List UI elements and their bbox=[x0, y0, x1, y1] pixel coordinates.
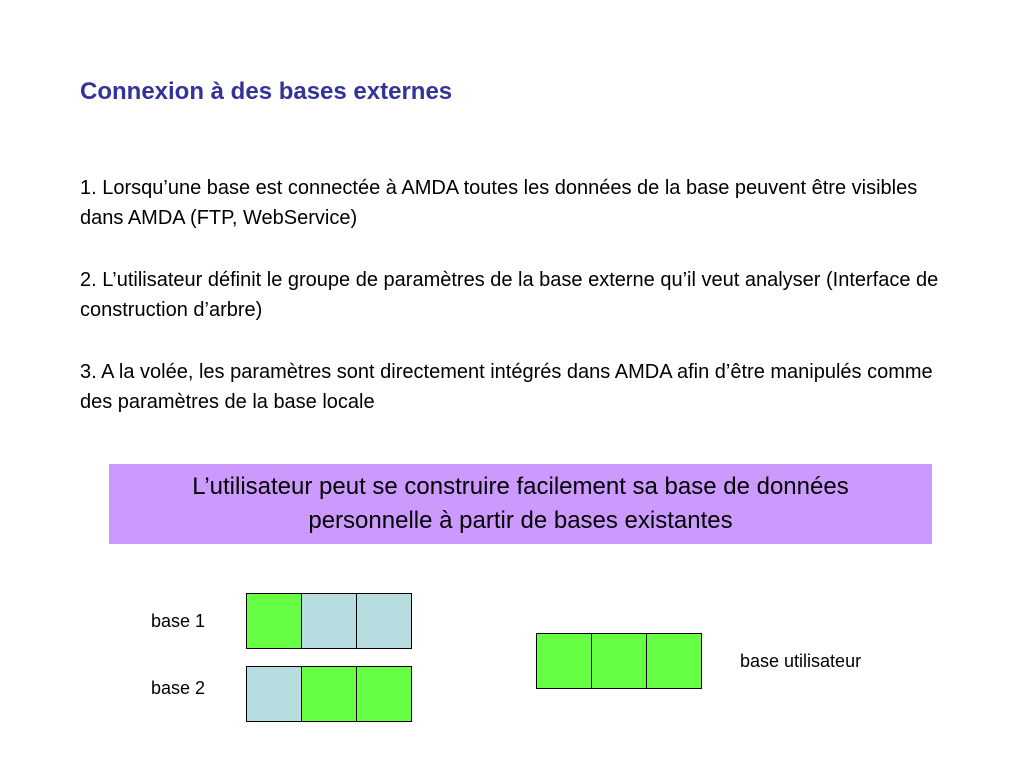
highlight-line-2: personnelle à partir de bases existantes bbox=[308, 507, 733, 534]
highlight-box bbox=[109, 464, 932, 544]
base-2-label: base 2 bbox=[151, 678, 206, 698]
base-1-table bbox=[246, 593, 412, 649]
base-1-cell-2 bbox=[301, 593, 357, 649]
paragraph-3: 3. A la volée, les paramètres sont directement intégrés dans AMDA afin d’être manipulés comme des paramètres de la base locale bbox=[80, 361, 933, 413]
base-1-label: base 1 bbox=[151, 611, 206, 631]
base-2-table bbox=[246, 666, 412, 722]
base-2-cell-2 bbox=[301, 666, 357, 722]
base-1-cell-1 bbox=[246, 593, 302, 649]
slide-title: Connexion à des bases externes bbox=[80, 78, 453, 105]
highlight-line-1: L’utilisateur peut se construire facilement sa base de données bbox=[192, 473, 849, 500]
paragraph-1: 1. Lorsqu’une base est connectée à AMDA toutes les données de la base peuvent être visibles dans AMDA (FTP, WebService) bbox=[80, 177, 918, 229]
user-base-cell-1 bbox=[536, 633, 592, 689]
user-base-cell-3 bbox=[646, 633, 702, 689]
base-2-cell-3 bbox=[356, 666, 412, 722]
user-base-table bbox=[536, 633, 702, 689]
user-base-cell-2 bbox=[591, 633, 647, 689]
base-1-cell-3 bbox=[356, 593, 412, 649]
base-2-cell-1 bbox=[246, 666, 302, 722]
paragraph-2: 2. L’utilisateur définit le groupe de paramètres de la base externe qu’il veut analyser (Interface de construction d’arbre) bbox=[80, 269, 939, 321]
user-base-label: base utilisateur bbox=[740, 651, 862, 671]
